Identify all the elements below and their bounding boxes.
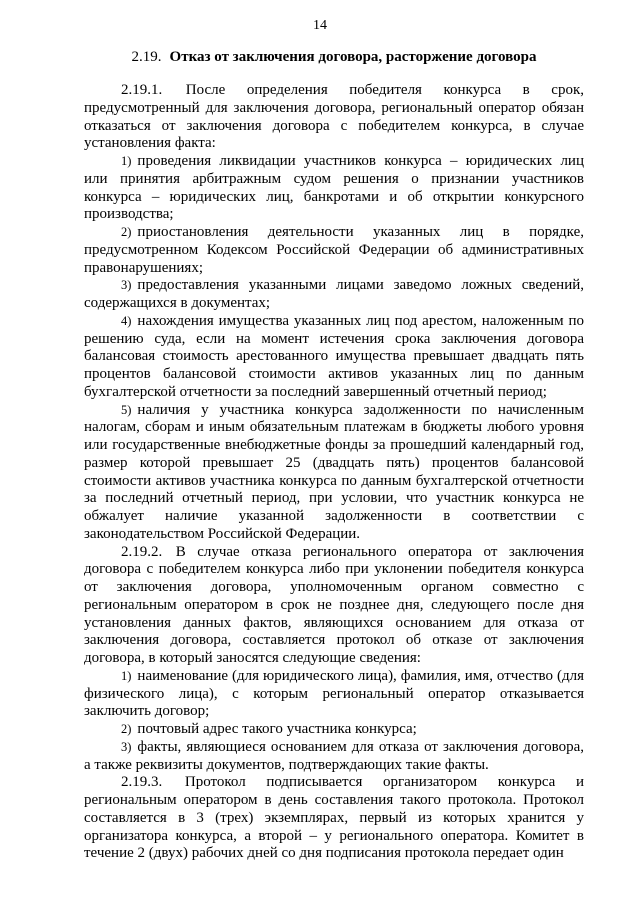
clause-text: В случае отказа регионального оператора от заключения договора с победителем конкурса либо при уклонении победителя конкурса от заключения договора, уполномоченным органом совместно с региональным оператором в срок не позднее дня, следующего после дня установления данных фактов, являющихся основанием для отказа от заключения договора, составляется протокол об отказе от заключения договора, в который заносятся следующие сведения: bbox=[84, 543, 584, 666]
list-item-number: 1) bbox=[121, 668, 132, 683]
clause-paragraph bbox=[84, 544, 584, 668]
list-item-number: 2) bbox=[121, 225, 132, 239]
list-item bbox=[84, 668, 584, 721]
list-item-text: факты, являющиеся основанием для отказа от заключения договора, а также реквизиты документов, подтверждающих такие факты. bbox=[84, 738, 584, 773]
document-body bbox=[84, 82, 584, 863]
clause-paragraph bbox=[84, 82, 584, 153]
list-item bbox=[84, 277, 584, 313]
clause-number: 2.19.1. bbox=[121, 82, 163, 98]
list-item-number: 5) bbox=[121, 402, 132, 417]
list-item bbox=[84, 153, 584, 224]
section-number: 2.19. bbox=[131, 49, 162, 65]
list-item bbox=[84, 313, 584, 402]
list-item bbox=[84, 224, 584, 277]
list-item-text: наименование (для юридического лица), фамилия, имя, отчество (для физического лица), с которым региональный оператор отказывается заключить договор; bbox=[84, 667, 584, 720]
list-item bbox=[84, 739, 584, 775]
clause-text: Протокол подписывается организатором конкурса и региональным оператором в день составления такого протокола. Протокол составляется в 3 (трех) экземплярах, первый из которых хранится у организатора конкурса, а второй – у регионального оператора. Комитет в течение 2 (двух) рабочих дней со дня подписания протокола передает один bbox=[84, 774, 584, 862]
list-item-number: 3) bbox=[121, 278, 132, 293]
list-item bbox=[84, 721, 584, 739]
list-item-text: проведения ликвидации участников конкурса – юридических лиц или принятия арбитражным судом решения о признании участников конкурса – юридических лиц, банкротами и об открытии конкурсного производства; bbox=[84, 153, 584, 223]
clause-paragraph bbox=[84, 774, 584, 863]
list-item-number: 1) bbox=[121, 154, 132, 168]
list-item-number: 3) bbox=[121, 739, 132, 754]
list-item-text: почтовый адрес такого участника конкурса; bbox=[137, 721, 417, 737]
list-item-text: предоставления указанными лицами заведомо ложных сведений, содержащихся в документах; bbox=[84, 277, 584, 311]
clause-number: 2.19.2. bbox=[121, 543, 163, 560]
list-item-text: нахождения имущества указанных лиц под арестом, наложенным по решению суда, если на момент истечения срока заключения договора балансовая стоимость арестованного имущества превышает двадцать пять процентов балансовой стоимости активов указанных лиц по данным бухгалтерской отчетности за последний завершенный отчетный период; bbox=[84, 312, 584, 400]
section-title: Отказ от заключения договора, расторжение договора bbox=[169, 49, 537, 65]
list-item bbox=[84, 402, 584, 544]
section-heading bbox=[84, 48, 584, 66]
list-item-text: приостановления деятельности указанных лиц в порядке, предусмотренном Кодексом Российской Федерации об административных правонарушениях; bbox=[84, 224, 584, 276]
clause-number: 2.19.3. bbox=[121, 774, 163, 791]
list-item-number: 2) bbox=[121, 722, 132, 736]
page-number: 14 bbox=[313, 18, 327, 33]
list-item-text: наличия у участника конкурса задолженности по начисленным налогам, сборам и иным обязательным платежам в бюджеты любого уровня или государственные внебюджетные фонды за прошедший календарный год, размер которой превышает 25 (двадцать пять) процентов балансовой стоимости активов участника конкурса по данным бухгалтерской отчетности за последний отчетный период, при условии, что участник конкурса не обжалует наличие указанной задолженности в соответствии с законодательством Российской Федерации. bbox=[84, 401, 584, 542]
list-item-number: 4) bbox=[121, 313, 132, 328]
clause-text: После определения победителя конкурса в срок, предусмотренный для заключения договора, региональный оператор обязан отказаться от заключения договора с победителем конкурса, в случае установления факта: bbox=[84, 82, 584, 152]
